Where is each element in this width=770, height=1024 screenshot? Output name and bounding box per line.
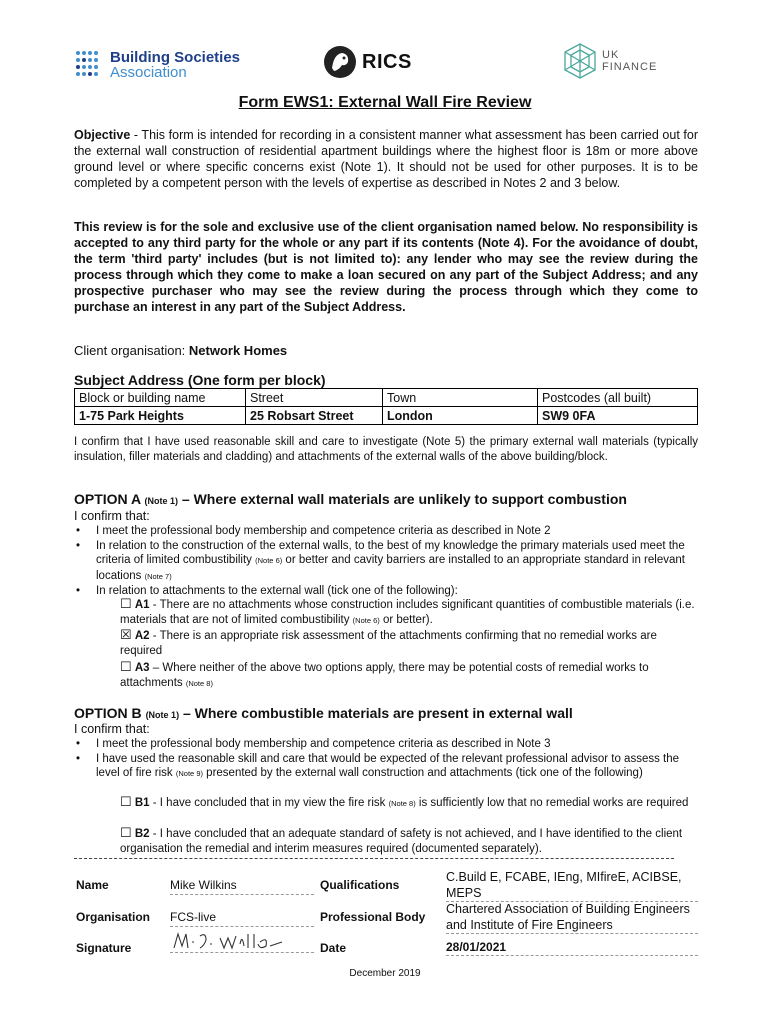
name-value: Mike Wilkins [170,878,314,895]
option-b-item-1: I meet the professional body membership and competence criteria as described in Note 3 [96,738,551,750]
option-a-list [74,524,698,599]
bsa-name-line2: Association [110,64,187,81]
investigation-confirmation: I confirm that I have used reasonable skill and care to investigate (Note 5) the primary external wall materials (typically insulation, filler materials and cladding) and attachments of the external walls of the above building/block. [74,436,698,463]
option-a-heading [74,491,627,507]
list-item: • I meet the professional body membership and competence criteria as described in Note 2 [76,525,551,537]
rics-lion-icon [322,44,358,80]
option-a2 [120,628,698,658]
signoff-row-signature [74,932,698,964]
bsa-dots-icon [74,48,104,82]
table-header-row [75,389,698,407]
option-b-item-2b: presented by the external wall construction and attachments (tick one of the following) [202,767,643,779]
checkbox-a3[interactable]: ☐ [120,659,132,674]
signoff-table [74,868,698,964]
header-cell: Street [246,389,383,407]
b2-label: B2 [134,828,150,840]
a1-text: - There are no attachments whose construction includes significant quantities of combustible materials (i.e. materials that are not of limited combustibility [120,599,695,626]
signature-image [170,930,314,953]
option-a-item-2b: or better and cavity barriers are installed to an appropriate standard in relevant locations [96,554,685,582]
list-item: • I have used the reasonable skill and care that would be expected of the relevant professional advisor to assess the level of fire risk (Note 9) presented by the external wall construction and attachments (tick one of the following) [76,752,680,779]
option-a3 [120,660,698,691]
a2-label: A2 [134,630,150,642]
checkbox-a1[interactable]: ☐ [120,596,132,611]
note-ref: (Note 8) [388,799,416,808]
note-ref: (Note 6) [352,615,380,625]
handwritten-signature-icon [170,930,314,952]
building-name-cell: 1-75 Park Heights [75,407,246,425]
header-cell: Town [383,389,538,407]
objective-label: Objective [74,128,131,142]
b1-text: - I have concluded that in my view the fire risk [149,797,389,809]
list-item: • In relation to the construction of the external walls, to the best of my knowledge the primary materials used meet the criteria of limited combustibility (Note 6) or better and cavity barriers are installed to an appropriate standard in relevant locations (Note 7) [76,539,685,582]
form-title: Form EWS1: External Wall Fire Review [238,94,532,111]
bsa-logo [74,48,240,82]
footer-date: December 2019 [349,968,421,979]
qualifications-label: Qualifications [320,878,400,892]
signoff-row-name [74,868,698,900]
checkbox-a2[interactable]: ☒ [120,627,132,642]
date-label: Date [320,941,347,955]
option-a-title: OPTION A [74,491,145,507]
option-b-list [74,737,698,782]
b1-label: B1 [134,797,150,809]
a3-text: – Where neither of the above two options apply, there may be potential costs of remedial works to attachments [120,662,649,689]
signoff-row-org [74,900,698,932]
subject-address-heading: Subject Address (One form per block) [74,372,326,388]
option-a-item-1: I meet the professional body membership and competence criteria as described in Note 2 [96,525,551,537]
header-cell: Postcodes (all built) [538,389,698,407]
option-b-confirm: I confirm that: [74,722,150,736]
option-a1 [120,597,698,628]
list-item: • In relation to attachments to the external wall (tick one of the following): [76,585,458,597]
b1-text-end: is sufficiently low that no remedial works are required [415,797,689,809]
postcode-cell: SW9 0FA [538,407,698,425]
street-cell: 25 Robsart Street [246,407,383,425]
disclaimer-paragraph: This review is for the sole and exclusive use of the client organisation named below. No responsibility is accepted to any third party for the whole or any part if its contents (Note 4). For the avoidance of doubt, the term 'third party' includes (but is not limited to): any lender who may see the review during the process through which they come to make a loan secured on any part of the Subject Address; and any prospective purchaser who may see the review during the process through which they come to purchase an interest in any part of the Subject Address. [74,220,698,314]
client-label: Client organisation: [74,343,189,358]
bsa-name-line1: Building Societies [110,49,241,66]
header-cell: Block or building name [75,389,246,407]
b2-text: - I have concluded that an adequate standard of safety is not achieved, and I have identified to the client organisation the remedial and interim measures required (documented separately). [120,828,683,855]
a1-label: A1 [134,599,150,611]
organisation-value: FCS-live [170,910,314,927]
name-label: Name [76,878,109,892]
rics-logo [322,44,412,80]
option-b-title: OPTION B [74,705,146,721]
note-ref: (Note 8) [185,678,213,688]
table-row [75,407,698,425]
organisation-label: Organisation [76,910,151,924]
note-ref: (Note 7) [144,571,172,581]
checkbox-b2[interactable]: ☐ [120,825,132,840]
ukfinance-logo [562,42,657,80]
ukfinance-lattice-icon [562,42,598,80]
list-item: • I meet the professional body membership and competence criteria as described in Note 3 [76,738,551,750]
subject-address-table [74,388,698,425]
logo-bar [0,40,770,90]
client-line [74,343,698,359]
note-ref: (Note 6) [255,556,283,565]
a3-label: A3 [134,662,150,674]
option-a-subtitle: – Where external wall materials are unlikely to support combustion [178,491,627,507]
rics-wordmark: RICS [362,50,412,73]
option-a-item-3: In relation to attachments to the external wall (tick one of the following): [96,585,458,597]
checkbox-b1[interactable]: ☐ [120,794,132,809]
option-b1 [120,795,698,812]
objective-text: - This form is intended for recording in a consistent manner what assessment has been carried out for the external wall construction of residential apartment buildings where the highest floor is 18m or more above ground level or where specific concerns exist (Note 1). It should not be used for other purposes. It is to be completed by a competent person with the levels of expertise as described in Notes 2 and 3 below. [74,128,698,190]
option-b-note: (Note 1) [145,710,180,720]
option-b-subtitle: – Where combustible materials are present in external wall [179,705,573,721]
client-value: Network Homes [188,343,288,358]
option-a-confirm: I confirm that: [74,509,150,523]
option-b-item-2a: I have used the reasonable skill and care that would be expected of the relevant professional advisor to assess the level of fire risk [96,752,680,779]
town-cell: London [383,407,538,425]
a2-text: - There is an appropriate risk assessment of the attachments confirming that no remedial works are required [120,630,657,657]
objective-paragraph [74,127,698,191]
option-b2 [120,826,698,856]
professional-body-value: Chartered Association of Building Engineers and Institute of Fire Engineers [446,901,698,934]
signature-label: Signature [76,941,132,955]
ukfinance-line2: FINANCE [602,61,658,73]
date-value: 28/01/2021 [446,939,698,956]
professional-body-label: Professional Body [320,910,426,924]
option-b-heading [74,705,573,721]
divider [74,858,674,859]
ukfinance-line1: UK [602,49,620,61]
note-ref: (Note 9) [175,769,203,778]
option-a-item-2a: In relation to the construction of the external walls, to the best of my knowledge the primary materials used meet the criteria of limited combustibility [96,539,685,566]
qualifications-value: C.Build E, FCABE, IEng, MIfireE, ACIBSE, MEPS [446,869,698,902]
option-a-note: (Note 1) [144,496,179,506]
a1-text-end: or better). [379,613,433,626]
